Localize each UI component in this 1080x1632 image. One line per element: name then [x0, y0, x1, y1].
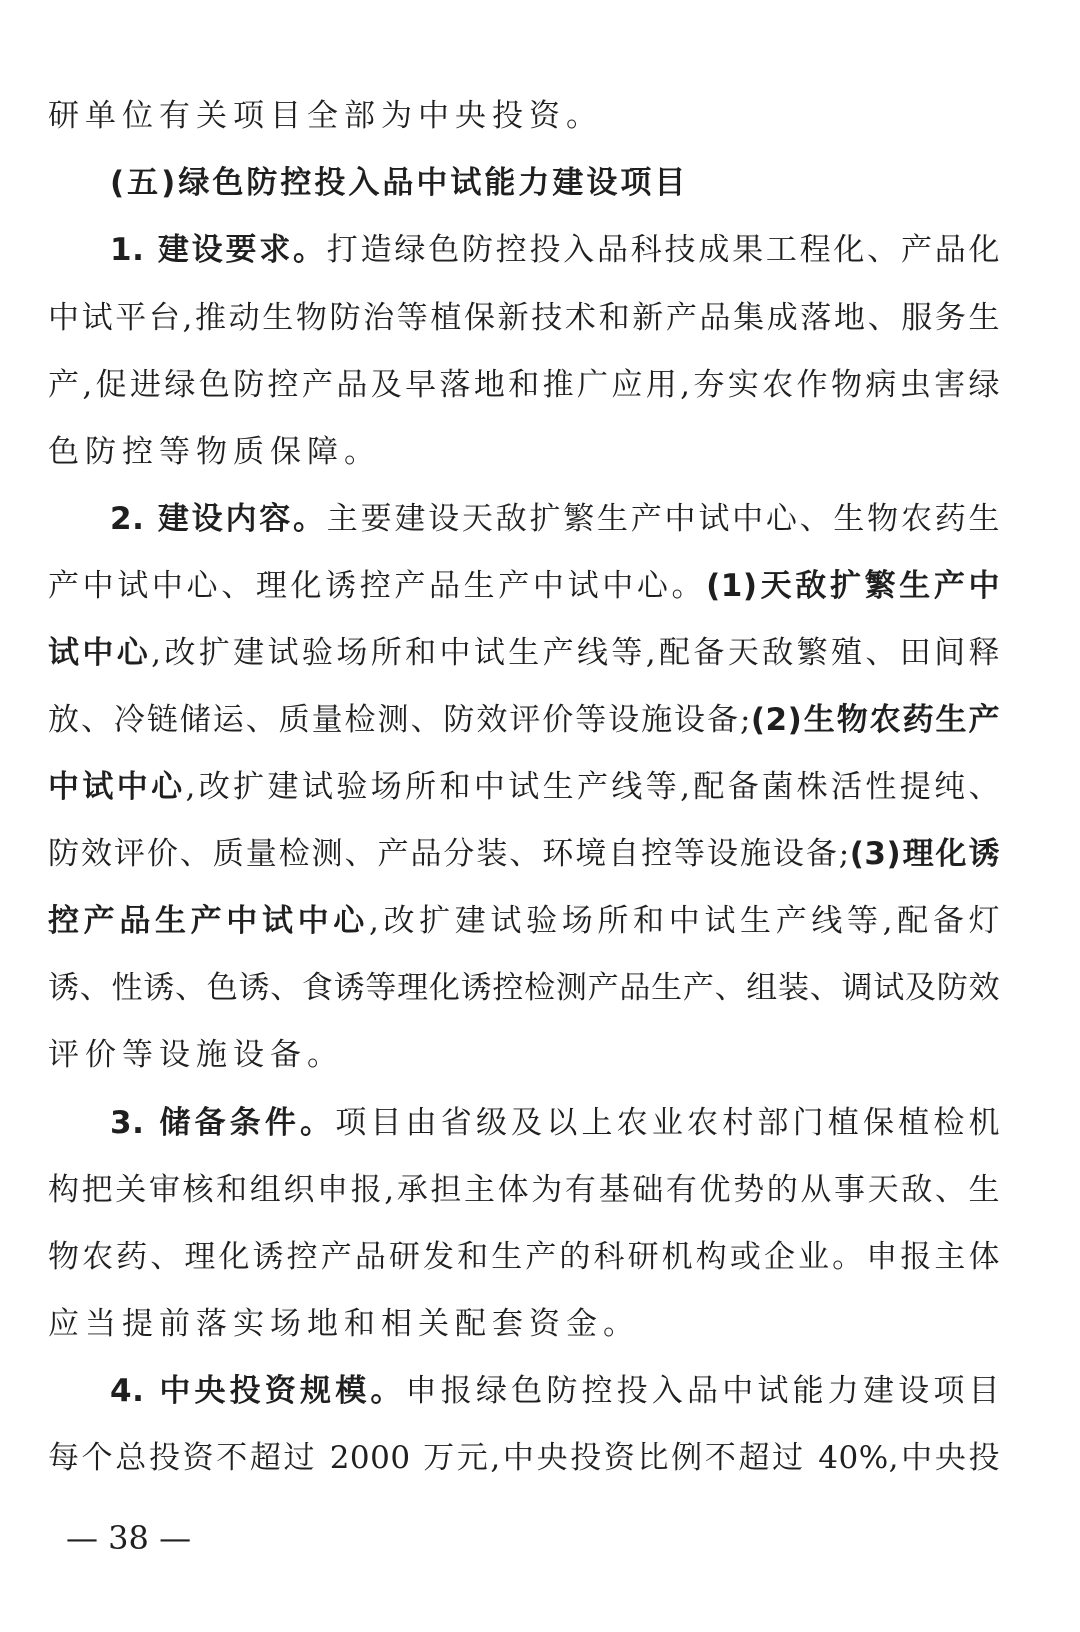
text-run: 产中试中心、理化诱控产品生产中试中心。: [48, 568, 707, 604]
bold-text-run: 中试中心: [48, 769, 186, 805]
text-run: 应当提前落实场地和相关配套资金。: [48, 1306, 640, 1342]
bold-text-run: (2)生物农药生产: [750, 702, 1000, 738]
text-line: [48, 288, 1000, 348]
text-line: [110, 220, 1000, 280]
text-run: ,改扩建试验场所和中试生产线等,配备天敌繁殖、田间释: [151, 635, 1000, 671]
text-line: [48, 422, 1000, 482]
text-run: 主要建设天敌扩繁生产中试中心、生物农药生: [326, 501, 1000, 537]
subheading-text: 1. 建设要求。: [110, 232, 327, 268]
text-run: 构把关审核和组织申报,承担主体为有基础有优势的从事天敌、生: [48, 1172, 1000, 1208]
bold-text-run: (3)理化诱: [849, 836, 1000, 872]
text-run: 研单位有关项目全部为中央投资。: [48, 98, 603, 134]
bold-text-run: (1)天敌扩繁生产中: [706, 568, 1000, 604]
text-line: [110, 489, 1000, 549]
text-line: [48, 1428, 1000, 1488]
text-run: ,改扩建试验场所和中试生产线等,配备菌株活性提纯、: [185, 769, 1000, 805]
subheading-text: 4. 中央投资规模。: [110, 1373, 406, 1409]
text-line: [110, 1093, 1000, 1153]
text-run: 防效评价、质量检测、产品分装、环境自控等设施设备;: [48, 836, 850, 872]
text-line: [48, 1294, 1000, 1354]
text-run: ,改扩建试验场所和中试生产线等,配备灯: [368, 903, 1000, 939]
bold-text-run: 控产品生产中试中心: [48, 903, 369, 939]
text-run: 物农药、理化诱控产品研发和生产的科研机构或企业。申报主体: [48, 1239, 1000, 1275]
text-run: 每个总投资不超过 2000 万元,中央投资比例不超过 40%,中央投: [48, 1440, 1000, 1476]
text-line: [110, 1361, 1000, 1421]
text-run: 诱、性诱、色诱、食诱等理化诱控检测产品生产、组装、调试及防效: [48, 970, 1000, 1006]
text-line: [48, 556, 1000, 616]
bold-text-run: 试中心: [48, 635, 152, 671]
text-run: 中试平台,推动生物防治等植保新技术和新产品集成落地、服务生: [48, 300, 1000, 336]
heading-text: (五)绿色防控投入品中试能力建设项目: [110, 165, 689, 201]
page-number: — 38 —: [66, 1519, 192, 1557]
text-line: [48, 824, 1000, 884]
text-line: [48, 757, 1000, 817]
text-line: [48, 623, 1000, 683]
text-line: [48, 1227, 1000, 1287]
text-run: 色防控等物质保障。: [48, 434, 381, 470]
text-run: 产,促进绿色防控产品及早落地和推广应用,夯实农作物病虫害绿: [48, 367, 1000, 403]
text-line: [48, 690, 1000, 750]
text-line: [48, 355, 1000, 415]
subheading-text: 3. 储备条件。: [110, 1105, 336, 1141]
text-line: [48, 1025, 1000, 1085]
text-line: [48, 86, 1000, 146]
section-heading: [110, 153, 1000, 213]
text-line: [48, 1160, 1000, 1220]
text-run: 项目由省级及以上农业农村部门植保植检机: [335, 1105, 1000, 1141]
text-line: [48, 891, 1000, 951]
subheading-text: 2. 建设内容。: [110, 501, 327, 537]
text-run: 申报绿色防控投入品中试能力建设项目: [405, 1373, 1000, 1409]
text-line: [48, 958, 1000, 1018]
text-run: 放、冷链储运、质量检测、防效评价等设施设备;: [48, 702, 751, 738]
text-run: 评价等设施设备。: [48, 1037, 344, 1073]
text-run: 打造绿色防控投入品科技成果工程化、产品化: [326, 232, 1000, 268]
